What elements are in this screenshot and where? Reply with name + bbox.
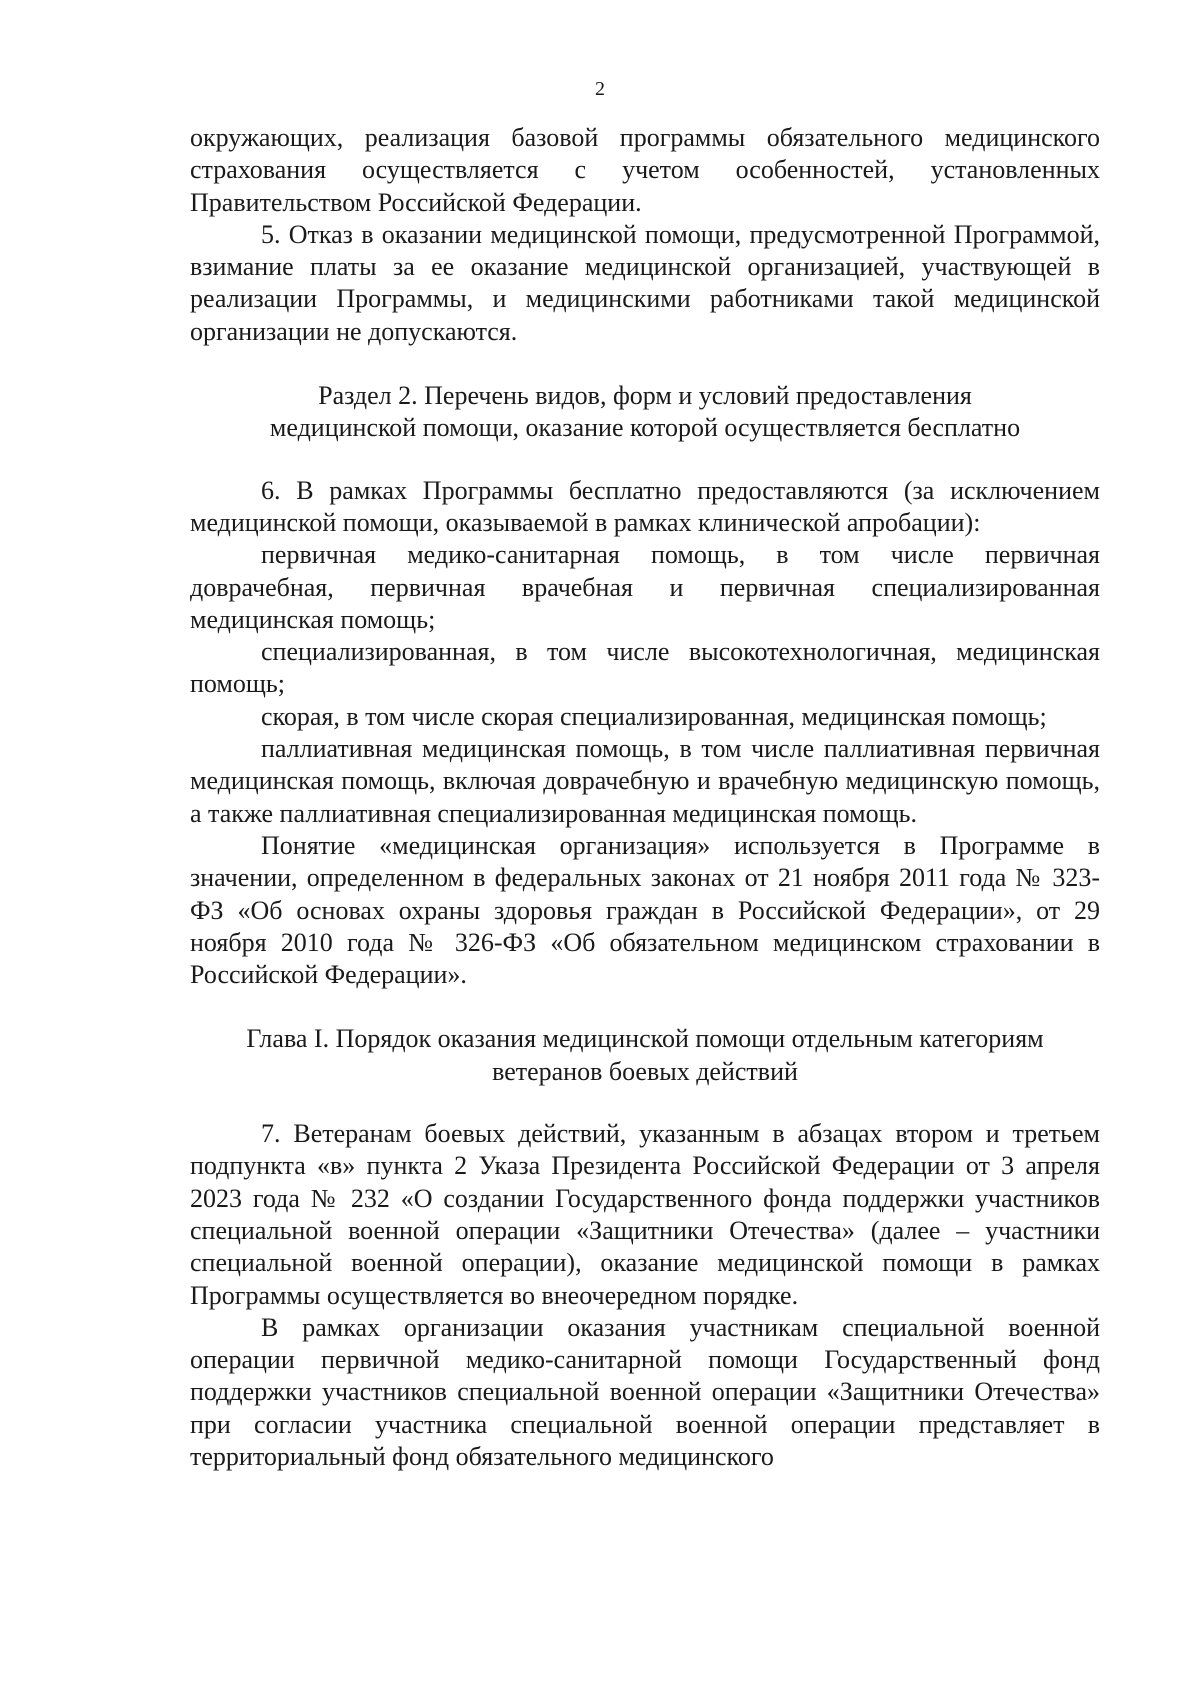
document-body — [190, 122, 1100, 1473]
chapter-1-heading-line-2: ветеранов боевых действий — [492, 1056, 798, 1086]
paragraph-concept: Понятие «медицинская организация» используется в Программе в значении, определенном в федеральных законах от 21 ноября 2011 года № 323-ФЗ «Об основах охраны здоровья граждан в Российской Федерации», от 29 ноября 2010 года № 326-ФЗ «Об обязательном медицинском страховании в Российской Федерации». — [190, 830, 1100, 990]
list-item-emergency-care: скорая, в том числе скорая специализированная, медицинская помощь; — [261, 701, 1047, 731]
page-number: 2 — [595, 78, 605, 100]
chapter-1-heading-line-1: Глава I. Порядок оказания медицинской помощи отдельным категориям — [246, 1024, 1044, 1054]
paragraph-organization: В рамках организации оказания участникам специальной военной операции первичной медико-санитарной помощи Государственный фонд поддержки участников специальной военной операции «Защитники Отечества» при согласии участника специальной военной операции представляет в территориальный фонд обязательного медицинского — [190, 1312, 1100, 1471]
list-item-specialized-care: специализированная, в том числе высокотехнологичная, медицинская помощь; — [190, 637, 1100, 699]
spacer — [190, 1088, 1100, 1118]
section-2-heading-line-2: медицинской помощи, оказание которой осуществляется бесплатно — [269, 413, 1021, 443]
spacer — [190, 445, 1100, 475]
spacer — [190, 348, 1100, 380]
list-item-palliative-care: паллиативная медицинская помощь, в том числе паллиативная первичная медицинская помощь, включая доврачебную и врачебную медицинскую помощь, а также паллиативная специализированная медицинская помощь. — [190, 734, 1100, 828]
paragraph-7: 7. Ветеранам боевых действий, указанным в абзацах втором и третьем подпункта «в» пункта 2 Указа Президента Российской Федерации от 3 апреля 2023 года № 232 «О создании Государственного фонда поддержки участников специальной военной операции «Защитники Отечества» (далее – участники специальной военной операции), оказание медицинской помощи в рамках Программы осуществляется во внеочередном порядке. — [190, 1119, 1100, 1310]
section-2-heading-line-1: Раздел 2. Перечень видов, форм и условий предоставления — [318, 381, 972, 411]
list-item-primary-care: первичная медико-санитарная помощь, в том числе первичная доврачебная, первичная врачебная и первичная специализированная медицинская помощь; — [190, 540, 1100, 634]
spacer — [190, 991, 1100, 1023]
paragraph-continuation: окружающих, реализация базовой программы обязательного медицинского страхования осуществляется с учетом особенностей, установленных Правительством Российской Федерации. — [190, 123, 1100, 217]
paragraph-6: 6. В рамках Программы бесплатно предоставляются (за исключением медицинской помощи, оказываемой в рамках клинической апробации): — [190, 475, 1100, 537]
paragraph-5: 5. Отказ в оказании медицинской помощи, предусмотренной Программой, взимание платы за ее оказание медицинской организацией, участвующей в реализации Программы, и медицинскими работниками такой медицинской организации не допускаются. — [190, 219, 1100, 346]
